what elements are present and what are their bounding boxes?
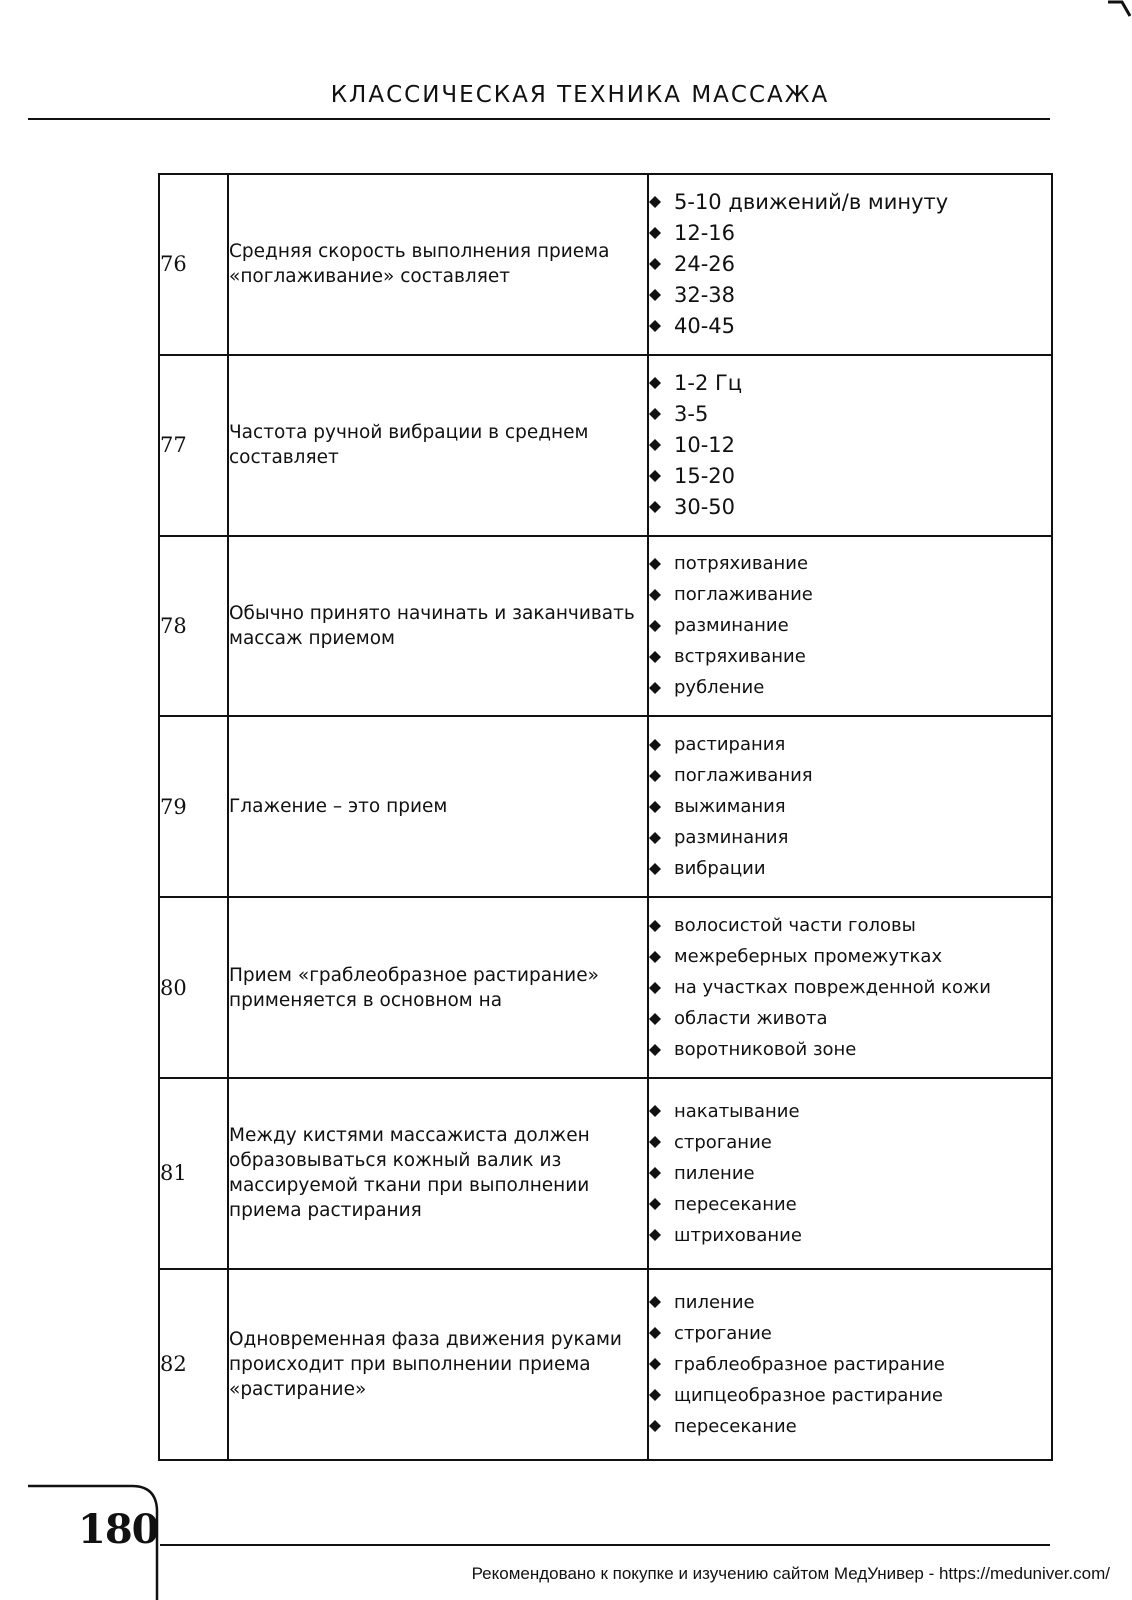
option-item xyxy=(649,311,1051,342)
option-text: встряхивание xyxy=(674,646,806,668)
option-text: пиление xyxy=(674,1291,755,1313)
option-text: строгание xyxy=(674,1131,772,1153)
option-text: пересекание xyxy=(674,1415,797,1437)
option-item xyxy=(649,548,1051,579)
option-text: потряхивание xyxy=(674,553,809,575)
option-text: 12-16 xyxy=(674,221,736,246)
diamond-bullet-icon xyxy=(649,801,661,813)
diamond-bullet-icon xyxy=(649,1136,661,1148)
diamond-bullet-icon xyxy=(649,589,661,601)
option-item xyxy=(649,492,1051,523)
option-item xyxy=(649,280,1051,311)
option-item xyxy=(649,729,1051,760)
diamond-bullet-icon xyxy=(649,1327,661,1339)
answer-options xyxy=(648,355,1052,536)
diamond-bullet-icon xyxy=(649,1198,661,1210)
question-row xyxy=(159,897,1052,1078)
question-number: 80 xyxy=(159,897,228,1078)
question-text: Средняя скорость выполнения приема «поглаживание» составляет xyxy=(228,174,648,355)
question-text: Обычно принято начинать и заканчивать массаж приемом xyxy=(228,536,648,717)
option-item xyxy=(649,1096,1051,1127)
diamond-bullet-icon xyxy=(649,1105,661,1117)
diamond-bullet-icon xyxy=(649,196,661,208)
question-number: 77 xyxy=(159,355,228,536)
option-text: штрихование xyxy=(674,1224,802,1246)
option-item xyxy=(649,853,1051,884)
option-text: 24-26 xyxy=(674,252,736,277)
option-text: накатывание xyxy=(674,1100,800,1122)
answer-options xyxy=(648,1269,1052,1460)
question-text: Глажение – это прием xyxy=(228,716,648,897)
question-row xyxy=(159,355,1052,536)
answer-options xyxy=(648,897,1052,1078)
option-text: 15-20 xyxy=(674,464,736,489)
footer-rule xyxy=(160,1544,1050,1546)
question-row xyxy=(159,536,1052,717)
answer-options xyxy=(648,716,1052,897)
answer-options xyxy=(648,1078,1052,1269)
option-item xyxy=(649,249,1051,280)
diamond-bullet-icon xyxy=(649,289,661,301)
question-row xyxy=(159,174,1052,355)
diamond-bullet-icon xyxy=(649,1167,661,1179)
option-text: волосистой части головы xyxy=(674,915,916,937)
option-item xyxy=(649,1034,1051,1065)
option-text: области живота xyxy=(674,1008,828,1030)
option-text: разминание xyxy=(674,615,789,637)
diamond-bullet-icon xyxy=(649,470,661,482)
diamond-bullet-icon xyxy=(649,682,661,694)
option-item xyxy=(649,641,1051,672)
option-item xyxy=(649,610,1051,641)
question-number: 79 xyxy=(159,716,228,897)
diamond-bullet-icon xyxy=(649,1420,661,1432)
question-number: 81 xyxy=(159,1078,228,1269)
option-item xyxy=(649,791,1051,822)
diamond-bullet-icon xyxy=(649,439,661,451)
answer-options xyxy=(648,174,1052,355)
diamond-bullet-icon xyxy=(649,1358,661,1370)
option-item xyxy=(649,368,1051,399)
diamond-bullet-icon xyxy=(649,1389,661,1401)
header-rule xyxy=(28,118,1050,120)
options-list xyxy=(649,548,1051,703)
question-number: 82 xyxy=(159,1269,228,1460)
option-item xyxy=(649,579,1051,610)
option-text: воротниковой зоне xyxy=(674,1039,857,1061)
question-text: Между кистями массажиста должен образовываться кожный валик из массируемой ткани при выполнении приема растирания xyxy=(228,1078,648,1269)
option-item xyxy=(649,760,1051,791)
diamond-bullet-icon xyxy=(649,1013,661,1025)
option-text: пиление xyxy=(674,1162,755,1184)
page-number: 180 xyxy=(78,1506,159,1553)
option-item xyxy=(649,218,1051,249)
diamond-bullet-icon xyxy=(649,951,661,963)
option-item xyxy=(649,187,1051,218)
question-text: Частота ручной вибрации в среднем составляет xyxy=(228,355,648,536)
options-list xyxy=(649,368,1051,523)
questions-table xyxy=(158,173,1053,1461)
diamond-bullet-icon xyxy=(649,408,661,420)
option-text: 32-38 xyxy=(674,283,736,308)
option-item xyxy=(649,972,1051,1003)
option-text: вибрации xyxy=(674,858,766,880)
question-text: Одновременная фаза движения руками происходит при выполнении приема «растирание» xyxy=(228,1269,648,1460)
question-row xyxy=(159,716,1052,897)
answer-options xyxy=(648,536,1052,717)
option-item xyxy=(649,1003,1051,1034)
options-list xyxy=(649,910,1051,1065)
diamond-bullet-icon xyxy=(649,739,661,751)
diamond-bullet-icon xyxy=(649,920,661,932)
diamond-bullet-icon xyxy=(649,770,661,782)
option-item xyxy=(649,1158,1051,1189)
option-text: на участках поврежденной кожи xyxy=(674,977,991,999)
options-list xyxy=(649,1096,1051,1251)
option-text: растирания xyxy=(674,734,786,756)
option-text: 1-2 Гц xyxy=(674,371,743,396)
diamond-bullet-icon xyxy=(649,620,661,632)
option-item xyxy=(649,822,1051,853)
diamond-bullet-icon xyxy=(649,1229,661,1241)
diamond-bullet-icon xyxy=(649,1044,661,1056)
option-item xyxy=(649,672,1051,703)
question-row xyxy=(159,1269,1052,1460)
corner-mark xyxy=(1108,0,1132,18)
diamond-bullet-icon xyxy=(649,377,661,389)
option-item xyxy=(649,430,1051,461)
option-text: строгание xyxy=(674,1322,772,1344)
option-item xyxy=(649,1189,1051,1220)
diamond-bullet-icon xyxy=(649,227,661,239)
option-text: граблеобразное растирание xyxy=(674,1353,945,1375)
diamond-bullet-icon xyxy=(649,982,661,994)
diamond-bullet-icon xyxy=(649,863,661,875)
option-text: 30-50 xyxy=(674,495,736,520)
option-text: 40-45 xyxy=(674,314,736,339)
diamond-bullet-icon xyxy=(649,832,661,844)
option-item xyxy=(649,399,1051,430)
footer-note: Рекомендовано к покупке и изучению сайтом МедУнивер - https://meduniver.com/ xyxy=(471,1564,1110,1583)
diamond-bullet-icon xyxy=(649,558,661,570)
diamond-bullet-icon xyxy=(649,1296,661,1308)
option-text: поглаживания xyxy=(674,765,813,787)
question-text: Прием «граблеобразное растирание» применяется в основном на xyxy=(228,897,648,1078)
option-item xyxy=(649,1349,1051,1380)
question-row xyxy=(159,1078,1052,1269)
option-text: разминания xyxy=(674,827,789,849)
options-list xyxy=(649,729,1051,884)
option-item xyxy=(649,1287,1051,1318)
option-text: поглаживание xyxy=(674,584,813,606)
option-text: щипцеобразное растирание xyxy=(674,1384,943,1406)
option-item xyxy=(649,941,1051,972)
option-text: выжимания xyxy=(674,796,786,818)
option-text: межреберных промежутках xyxy=(674,946,943,968)
option-item xyxy=(649,461,1051,492)
option-text: 10-12 xyxy=(674,433,736,458)
running-title: КЛАССИЧЕСКАЯ ТЕХНИКА МАССАЖА xyxy=(330,82,830,108)
question-number: 76 xyxy=(159,174,228,355)
option-item xyxy=(649,910,1051,941)
diamond-bullet-icon xyxy=(649,651,661,663)
option-item xyxy=(649,1127,1051,1158)
option-item xyxy=(649,1411,1051,1442)
option-text: пересекание xyxy=(674,1193,797,1215)
option-item xyxy=(649,1380,1051,1411)
options-list xyxy=(649,1287,1051,1442)
question-number: 78 xyxy=(159,536,228,717)
option-text: рубление xyxy=(674,677,765,699)
option-item xyxy=(649,1318,1051,1349)
diamond-bullet-icon xyxy=(649,320,661,332)
options-list xyxy=(649,187,1051,342)
option-text: 3-5 xyxy=(674,402,709,427)
option-text: 5-10 движений/в минуту xyxy=(674,190,949,215)
option-item xyxy=(649,1220,1051,1251)
diamond-bullet-icon xyxy=(649,258,661,270)
diamond-bullet-icon xyxy=(649,501,661,513)
